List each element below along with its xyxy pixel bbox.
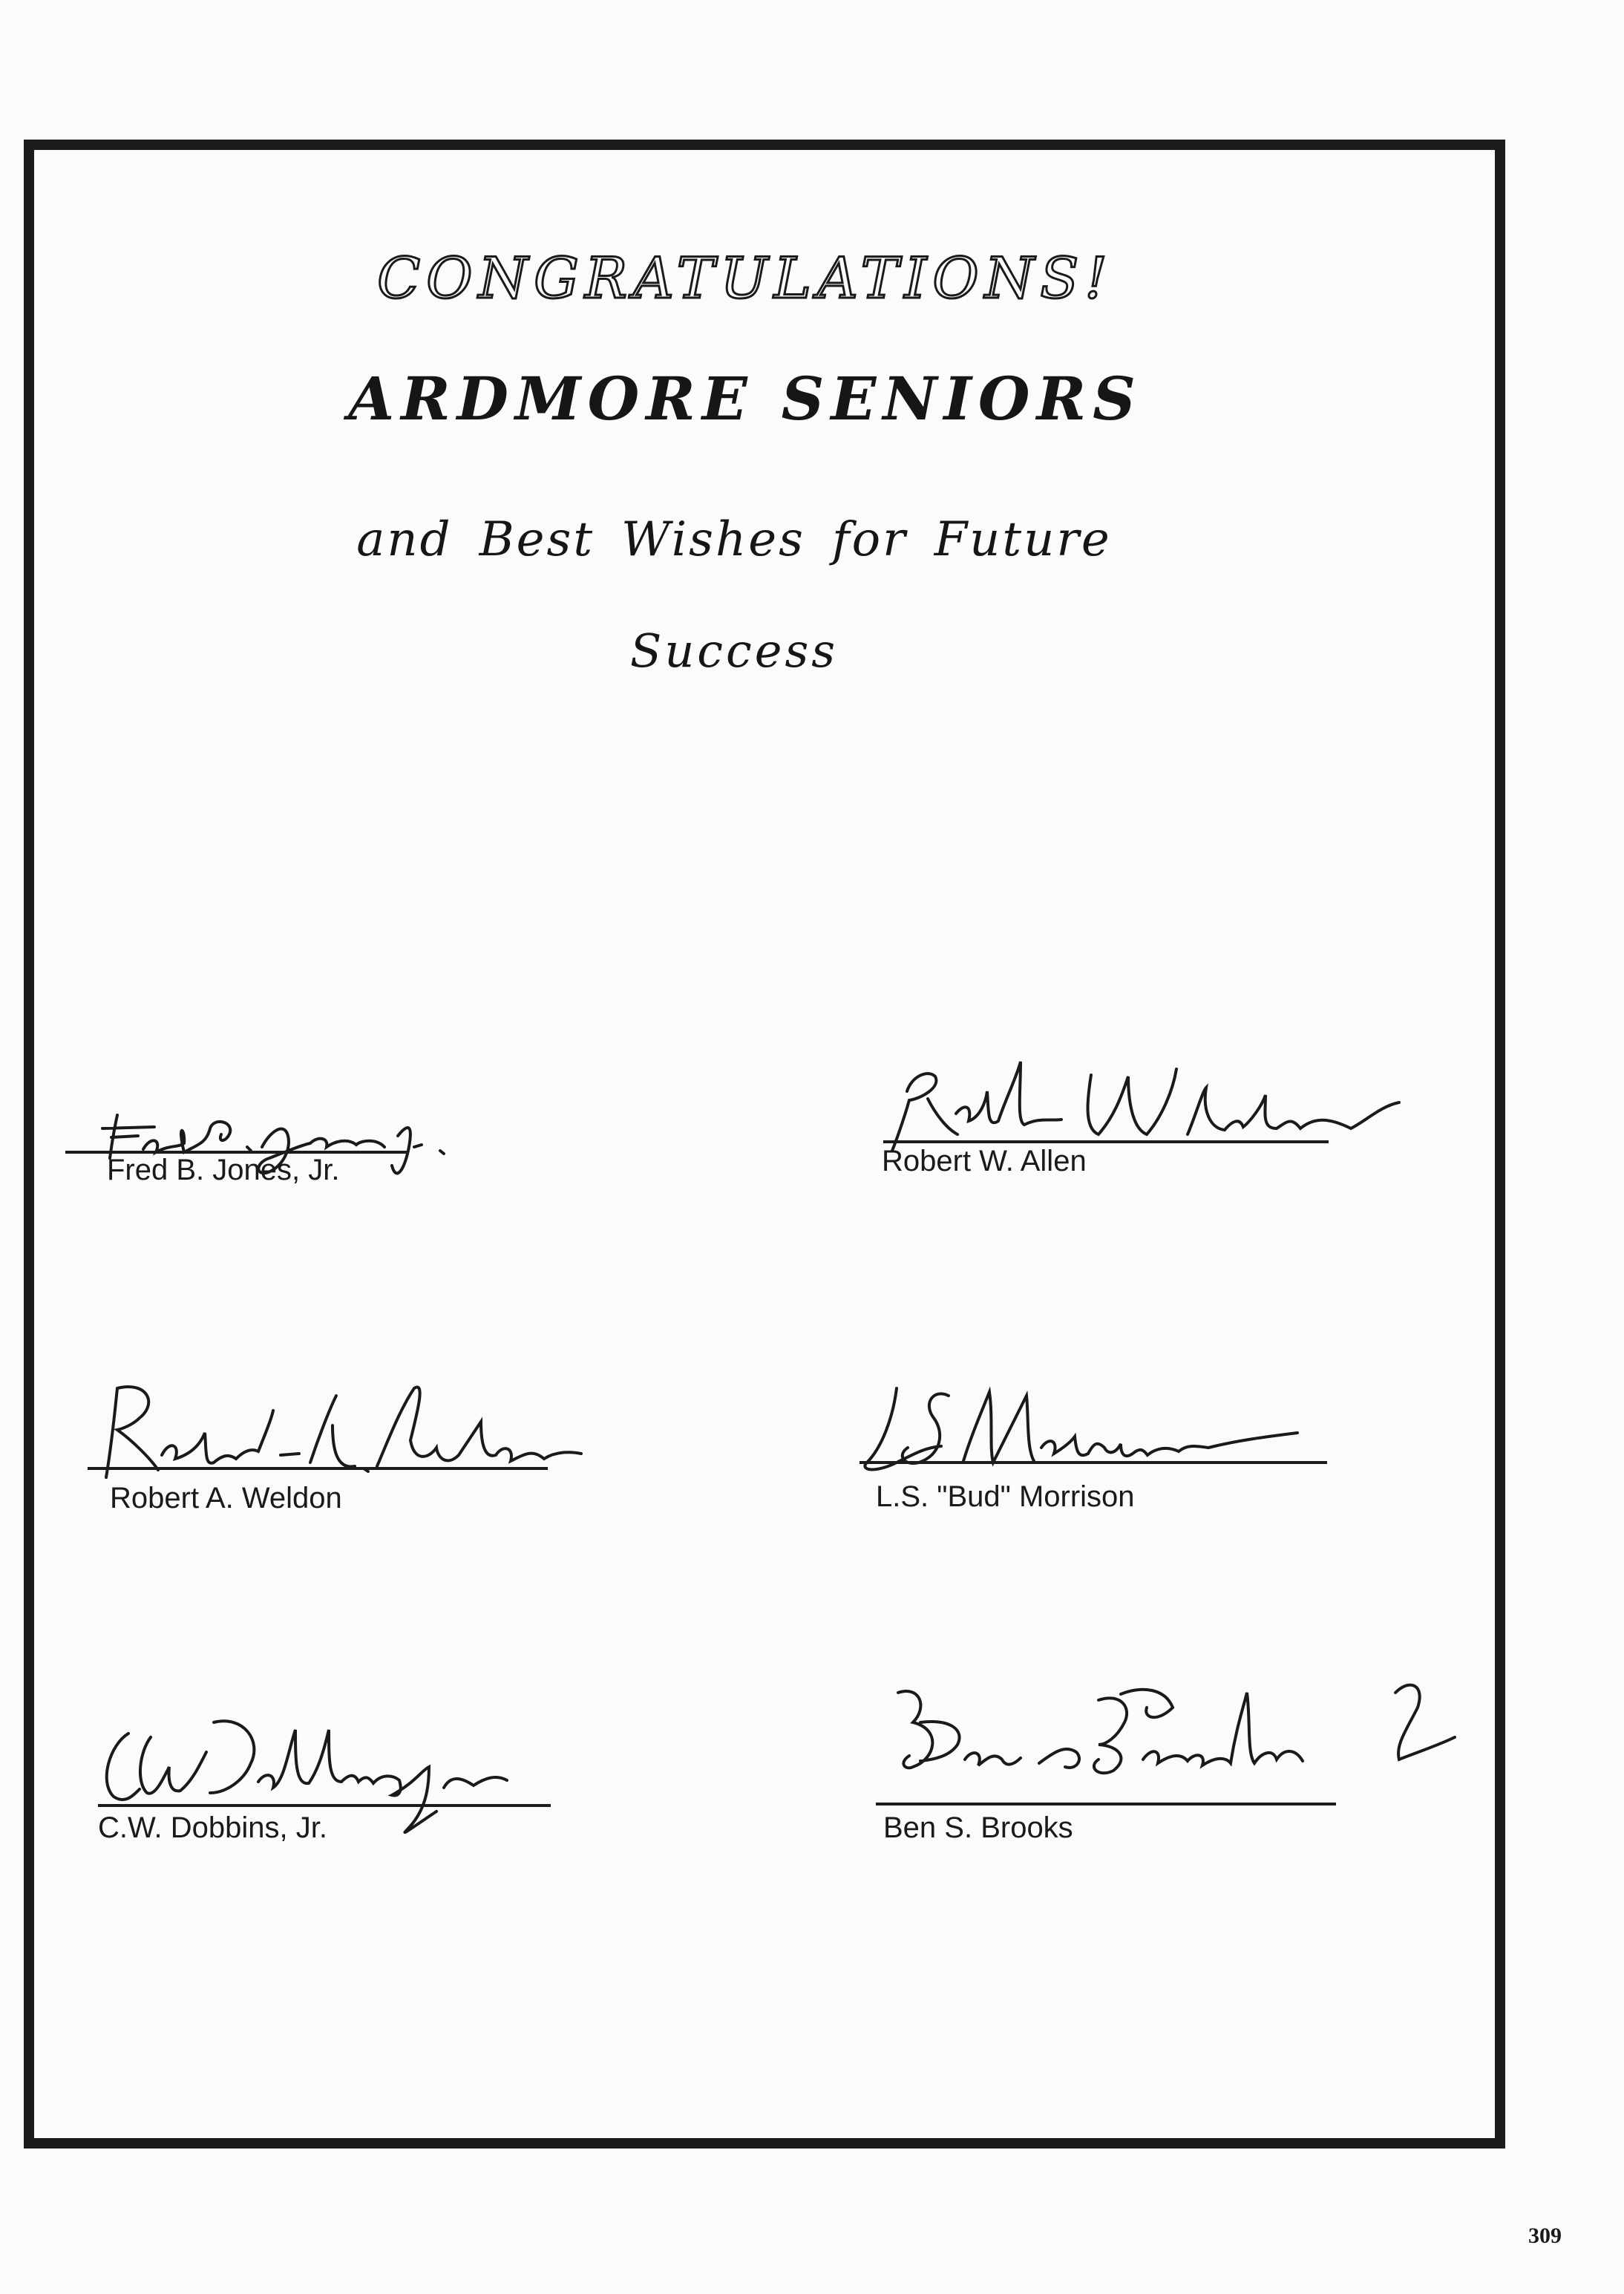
signature-line	[883, 1140, 1329, 1143]
signature-line	[876, 1803, 1336, 1806]
signer-name: Ben S. Brooks	[883, 1811, 1073, 1844]
wishes-word: Best	[479, 512, 595, 567]
wishes-word: Future	[934, 512, 1112, 567]
best-wishes-line	[111, 512, 1357, 567]
signer-block	[88, 1700, 607, 1856]
signer-block	[65, 1076, 600, 1188]
signer-block	[88, 1366, 607, 1514]
page-number: 309	[1528, 2223, 1562, 2248]
signer-block	[852, 1366, 1401, 1514]
signature-line	[98, 1804, 551, 1807]
success-heading: Success	[629, 624, 839, 678]
signer-block	[876, 1678, 1484, 1856]
signer-name: L.S. "Bud" Morrison	[876, 1480, 1135, 1513]
wishes-word: and	[356, 512, 453, 567]
wishes-word: Wishes	[621, 512, 805, 567]
signer-block	[876, 1047, 1395, 1180]
signature-line	[88, 1467, 548, 1470]
signer-name: Robert A. Weldon	[110, 1482, 342, 1514]
ardmore-seniors-heading: ARDMORE SENIORS	[348, 364, 1142, 434]
signer-name: C.W. Dobbins, Jr.	[98, 1811, 327, 1844]
signer-name: Fred B. Jones, Jr.	[107, 1154, 340, 1186]
signer-name: Robert W. Allen	[882, 1145, 1087, 1177]
signature-line	[860, 1461, 1327, 1464]
congratulations-heading: CONGRATULATIONS!	[377, 245, 1113, 311]
wishes-word: for	[831, 512, 908, 567]
